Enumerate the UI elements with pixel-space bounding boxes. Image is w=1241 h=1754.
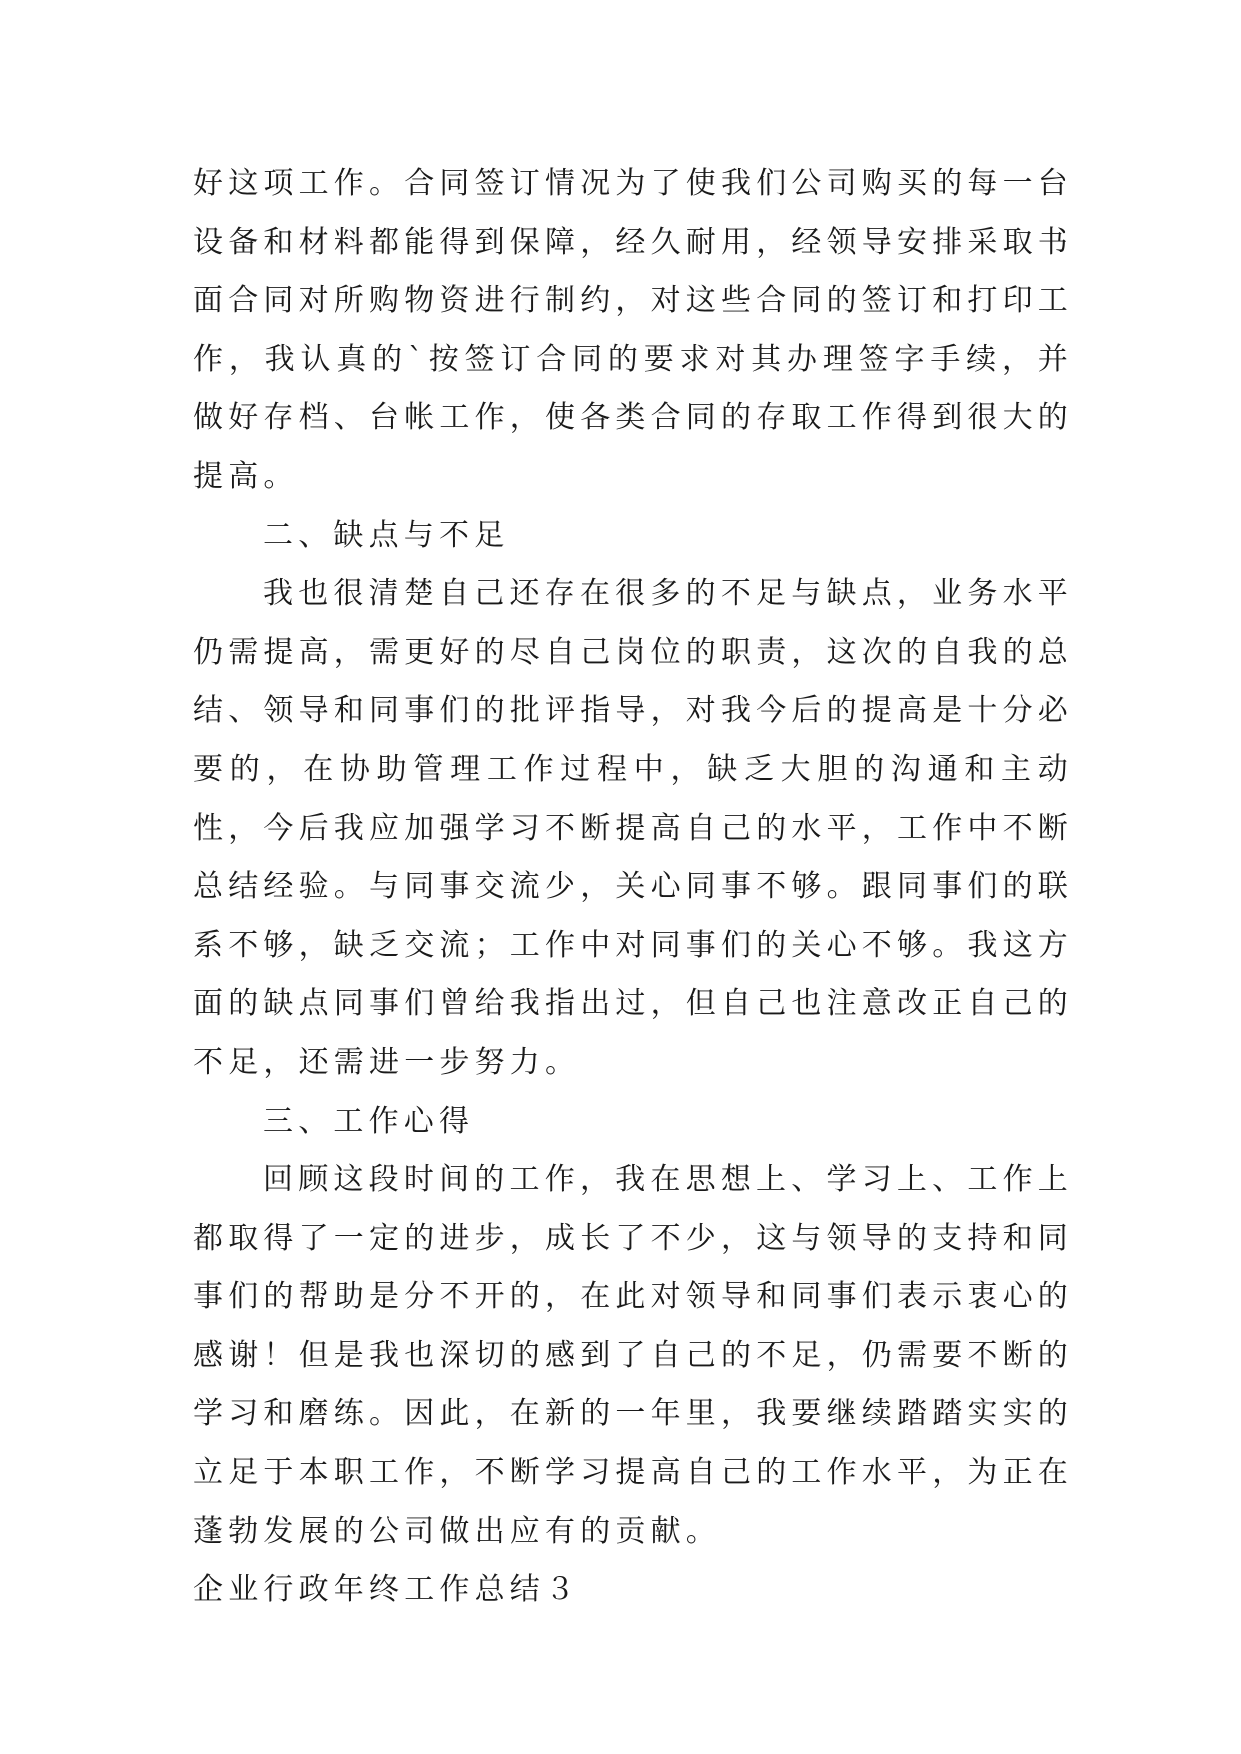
section-title: 企业行政年终工作总结３ — [193, 1572, 581, 1608]
heading-work-insights: 三、工作心得 — [263, 1103, 475, 1139]
document-body — [193, 155, 1073, 1620]
heading-shortcomings: 二、缺点与不足 — [263, 517, 510, 553]
paragraph-contract-signing: 好这项工作。合同签订情况为了使我们公司购买的每一台设备和材料都能得到保障，经久耐用，经领导安排采取书面合同对所购物资进行制约，对这些合同的签订和打印工作，我认真的`按签订合同的要求对其办理签字手续，并做好存档、台帐工作，使各类合同的存取工作得到很大的提高。 — [193, 166, 1073, 494]
paragraph-work-insights: 回顾这段时间的工作，我在思想上、学习上、工作上都取得了一定的进步，成长了不少，这与领导的支持和同事们的帮助是分不开的，在此对领导和同事们表示衷心的感谢！但是我也深切的感到了自己的不足，仍需要不断的学习和磨练。因此，在新的一年里，我要继续踏踏实实的立足于本职工作，不断学习提高自己的工作水平，为正在蓬勃发展的公司做出应有的贡献。 — [193, 1162, 1073, 1549]
paragraph-shortcomings: 我也很清楚自己还存在很多的不足与缺点，业务水平仍需提高，需更好的尽自己岗位的职责，这次的自我的总结、领导和同事们的批评指导，对我今后的提高是十分必要的，在协助管理工作过程中，缺乏大胆的沟通和主动性，今后我应加强学习不断提高自己的水平，工作中不断总结经验。与同事交流少，关心同事不够。跟同事们的联系不够，缺乏交流；工作中对同事们的关心不够。我这方面的缺点同事们曾给我指出过，但自己也注意改正自己的不足，还需进一步努力。 — [193, 576, 1073, 1080]
